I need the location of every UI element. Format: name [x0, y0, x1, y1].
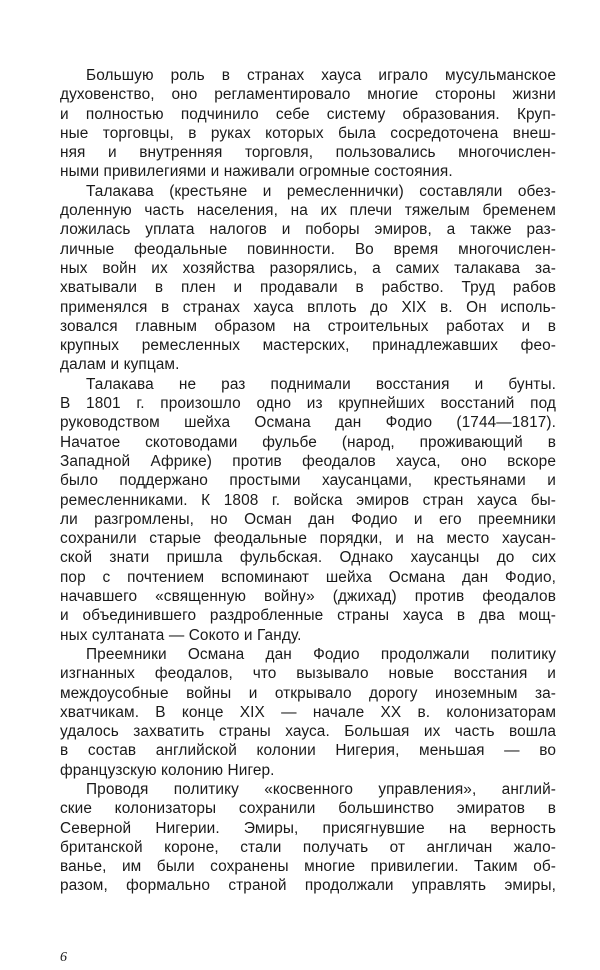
text-line: британской короне, стали получать от англичан жало- — [60, 838, 556, 856]
text-line: Западной Африке) против феодалов хауса, оно вскоре — [60, 452, 556, 470]
text-line: изгнанных феодалов, что вызывало новые восстания и — [60, 665, 556, 683]
text-line: сохранили старые феодальные порядки, и на место хаусан- — [60, 530, 556, 548]
text-line: няя и внутренняя торговля, пользовались многочислен- — [60, 144, 556, 162]
text-line: ремесленниками. К 1808 г. войска эмиров стран хауса бы- — [60, 491, 556, 509]
text-line: ские колонизаторы сохранили большинство эмиратов в — [60, 800, 556, 818]
text-line: доленную часть населения, на их плечи тяжелым бременем — [60, 202, 556, 220]
text-line: Преемники Османа дан Фодио продолжали политику — [86, 645, 556, 663]
text-line: французскую колонию Нигер. — [60, 761, 275, 779]
text-line: в состав английской колонии Нигерия, меньшая — во — [60, 742, 556, 760]
text-line: междоусобные войны и открывало дорогу иноземным за- — [60, 684, 556, 702]
text-line: Большую роль в странах хауса играло мусульманское — [86, 67, 556, 84]
text-line: хватывали в плен и продавали в рабство. Труд рабов — [60, 279, 556, 297]
text-line: хватчикам. В конце XIX — начале XX в. колонизаторам — [60, 703, 556, 721]
paragraph — [60, 780, 556, 896]
text-line: ных войн их хозяйства разорялись, а самих талакава за- — [60, 259, 556, 277]
text-line: ных султаната — Сокото и Ганду. — [60, 626, 302, 644]
paragraph — [60, 66, 556, 182]
text-line: В 1801 г. произошло одно из крупнейших восстаний под — [60, 395, 556, 413]
text-line: Талакава не раз поднимали восстания и бунты. — [86, 375, 556, 393]
text-line: Проводя политику «косвенного управления», англий- — [86, 780, 556, 798]
text-line: ской знати пришла фульбская. Однако хаусанцы до сих — [60, 549, 556, 567]
text-line: и объединившего раздробленные страны хауса в два мощ- — [60, 607, 556, 625]
text-line: личные феодальные повинности. Во время многочислен- — [60, 240, 556, 258]
text-line: разом, формально страной продолжали управлять эмиры, — [60, 877, 556, 895]
text-line: начавшего «священную войну» (джихад) против феодалов — [60, 588, 556, 606]
text-line: ванье, им были сохранены многие привилегии. Таким об- — [60, 858, 556, 876]
page-body-text — [60, 66, 556, 896]
text-line: и полностью подчинило себе систему образования. Круп- — [60, 105, 556, 123]
text-line: Начатое скотоводами фульбе (народ, проживающий в — [60, 433, 556, 451]
text-line: далам и купцам. — [60, 356, 180, 374]
text-line: крупных ремесленных мастерских, принадлежавших фео- — [60, 337, 556, 355]
text-line: Северной Нигерии. Эмиры, присягнувшие на верность — [60, 819, 556, 837]
text-line: зовался главным образом на строительных работах и в — [60, 317, 556, 335]
text-line: руководством шейха Османа дан Фодио (1744—1817). — [60, 414, 556, 432]
text-line: пор с почтением вспоминают шейха Османа дан Фодио, — [60, 568, 556, 586]
paragraph — [60, 375, 556, 645]
page-number: 6 — [60, 950, 67, 965]
text-line: Талакава (крестьяне и ремесленнички) составляли обез- — [86, 182, 556, 200]
text-line: духовенство, оно регламентировало многие стороны жизни — [60, 86, 556, 104]
text-line: ные торговцы, в руках которых была сосредоточена внеш- — [60, 124, 556, 142]
text-line: ными привилегиями и наживали огромные состояния. — [60, 163, 453, 181]
paragraph — [60, 182, 556, 375]
paragraph — [60, 645, 556, 780]
text-line: применялся в странах хауса вплоть до XIX в. Он исполь- — [60, 298, 556, 316]
text-line: ложилась уплата налогов и поборы эмиров, а также раз- — [60, 221, 556, 239]
text-line: удалось захватить страны хауса. Большая их часть вошла — [60, 723, 556, 741]
text-line: ли разгромлены, но Осман дан Фодио и его преемники — [60, 510, 556, 528]
text-line: было поддержано простыми хаусанцами, крестьянами и — [60, 472, 556, 490]
